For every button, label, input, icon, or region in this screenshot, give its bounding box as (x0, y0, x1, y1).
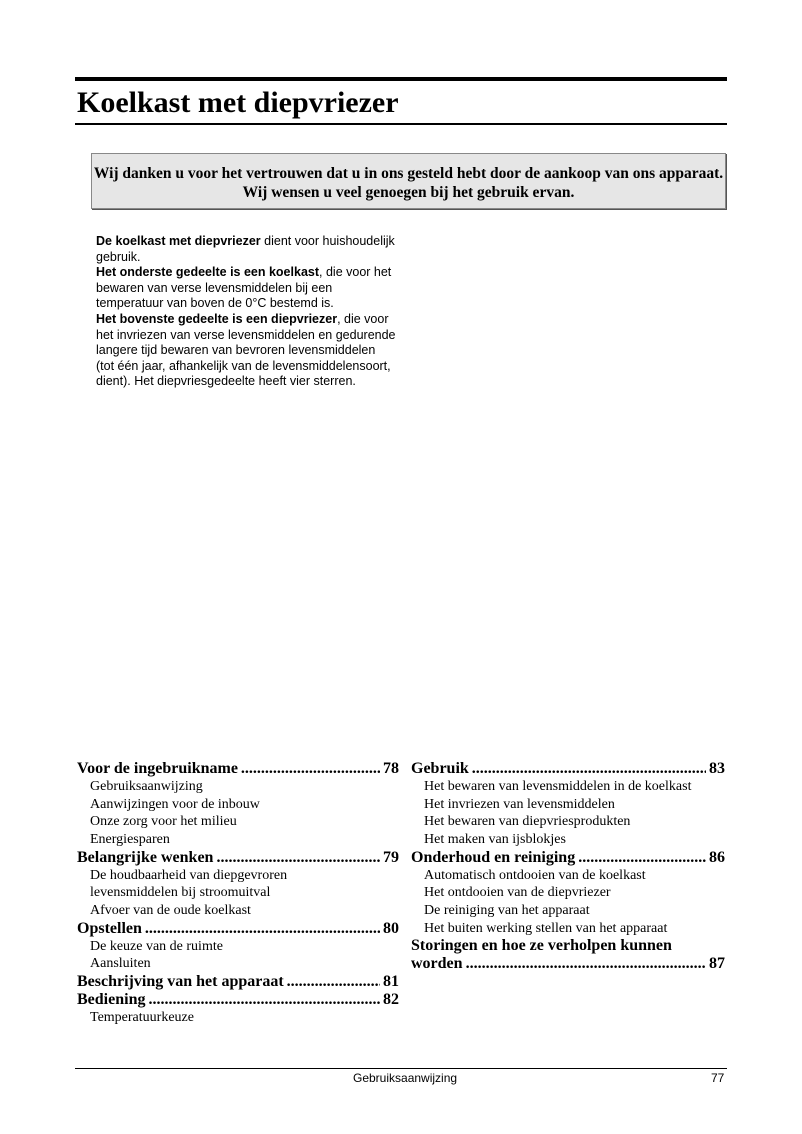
toc-subitem: Temperatuurkeuze (90, 1010, 194, 1026)
toc-leader (578, 849, 706, 867)
toc-page-number: 80 (383, 919, 399, 937)
toc-page-number: 82 (383, 991, 399, 1009)
intro-paragraph (96, 312, 396, 390)
toc-heading: Gebruik (411, 760, 469, 777)
toc-heading: Voor de ingebruikname (77, 760, 238, 777)
toc-subitem: Het buiten werking stellen van het apparaat (424, 920, 668, 936)
toc-subitem: Onze zorg voor het milieu (90, 814, 237, 830)
toc-subitem: Automatisch ontdooien van de koelkast (424, 867, 646, 883)
toc-subitem: levensmiddelen bij stroomuitval (90, 885, 271, 901)
toc-entry (411, 760, 725, 778)
footer-page-number: 77 (711, 1071, 725, 1085)
toc-heading-line: Storingen en hoe ze verholpen kunnen (411, 937, 672, 955)
toc-entry (77, 991, 399, 1009)
toc-page-number: 83 (709, 760, 725, 777)
toc-entry (77, 973, 399, 991)
intro-paragraph (96, 265, 396, 312)
toc-subitem: Het invriezen van levensmiddelen (424, 796, 615, 812)
toc-subitem: De keuze van de ruimte (90, 938, 223, 954)
intro-bold: De koelkast met diepvriezer (96, 234, 261, 248)
toc-subitem: Energiesparen (90, 831, 170, 847)
intro-text (96, 234, 396, 390)
toc-left-column (77, 760, 399, 1027)
toc-leader (472, 760, 706, 778)
intro-bold: Het bovenste gedeelte is een diepvriezer (96, 311, 338, 326)
toc-heading: Belangrijke wenken (77, 848, 214, 866)
thanks-box: Wij danken u voor het vertrouwen dat u in ons gesteld hebt door de aankoop van ons apparaat. Wij wensen u veel genoegen bij het gebruik ervan. (91, 153, 726, 209)
toc-page-number: 79 (383, 848, 399, 866)
intro-paragraph (96, 234, 396, 265)
toc-page-number: 87 (709, 955, 725, 973)
toc-leader (287, 973, 380, 991)
toc-right-column (411, 760, 725, 974)
toc-entry (411, 849, 725, 867)
toc-entry (77, 920, 399, 938)
toc-entry (77, 849, 399, 867)
toc-subitem: Het maken van ijsblokjes (424, 831, 566, 847)
toc-heading: Onderhoud en reiniging (411, 848, 576, 866)
toc-heading: Bediening (77, 991, 146, 1009)
toc-heading: worden (411, 955, 463, 973)
toc-page-number: 81 (383, 972, 399, 990)
toc-subitem: De reiniging van het apparaat (424, 902, 590, 918)
toc-leader (145, 920, 380, 938)
toc-subitem: Het bewaren van diepvriesprodukten (424, 814, 631, 830)
footer-rule (75, 1068, 727, 1069)
footer-label: Gebruiksaanwijzing (353, 1071, 458, 1085)
toc-subitem: Gebruiksaanwijzing (90, 779, 203, 795)
toc-subitem: Aanwijzingen voor de inbouw (90, 796, 260, 812)
toc-page-number: 86 (709, 848, 725, 866)
toc-subitem: Het ontdooien van de diepvriezer (424, 885, 611, 901)
title-rule (75, 123, 727, 125)
toc-page-number: 78 (383, 760, 399, 777)
page-title: Koelkast met diepvriezer (77, 86, 399, 119)
toc-leader (216, 849, 380, 867)
toc-leader (148, 991, 380, 1009)
toc-subitem: Aansluiten (90, 956, 151, 972)
intro-text: , die voor het invriezen van verse levensmiddelen en gedurende langere tijd bewaren van bevroren levensmiddelen (tot één jaar, afhankelijk van de levensmiddelensoort, dient). Het diepvriesgedeelte heeft vier sterren. (96, 311, 396, 389)
toc-heading: Beschrijving van het apparaat (77, 972, 284, 990)
intro-text: dient voor huishoudelijk gebruik. (96, 234, 395, 264)
toc-subitem: Het bewaren van levensmiddelen in de koelkast (424, 779, 692, 795)
intro-text: , die voor het bewaren van verse levensmiddelen bij een temperatuur van boven de 0°C bestemd is. (96, 265, 392, 311)
toc-heading: Opstellen (77, 919, 142, 937)
toc-entry (411, 955, 725, 973)
toc-leader (466, 955, 706, 973)
top-rule (75, 77, 727, 81)
toc-subitem: Afvoer van de oude koelkast (90, 902, 251, 918)
toc-leader (241, 760, 380, 778)
toc-entry (77, 760, 399, 778)
toc-subitem: De houdbaarheid van diepgevroren (90, 867, 288, 883)
intro-bold: Het onderste gedeelte is een koelkast (96, 265, 320, 280)
